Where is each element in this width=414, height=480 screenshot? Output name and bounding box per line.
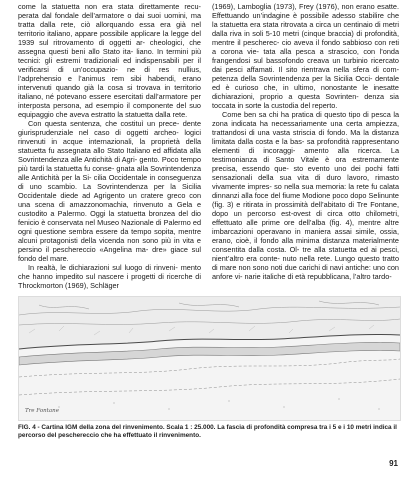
text-line: cio aveva il fondo sabbioso con reti a corona vie-	[212, 38, 400, 57]
text-line: Come ben sa chi ha pratica di questo tipo di	[222, 110, 369, 120]
text-line: (fig. 3) e ritirata in prossimità dell’abitato di Tre	[212, 200, 368, 210]
text-line: Vitale è ora estremamente precisa, essendo que-	[212, 155, 399, 174]
text-line: è conservata nel Museo Nazionale di Palermo ed	[41, 218, 201, 228]
text-line: inesatte dichiarazioni, proprio a questa Sovrinten-	[212, 83, 399, 102]
text-line: liano. In termini più tecnici: gli estremi tradizionali	[18, 47, 201, 66]
right-text-column	[212, 2, 399, 281]
text-line: tata alla pesca a strascico, con l’onda frangendosi	[212, 47, 400, 66]
text-line: certa ampiezza, trattandosi di una vasta striscia di	[212, 119, 399, 138]
text-line: mento che hanno impedito sul nascere i progetti	[18, 263, 201, 282]
text-line: sto evento uno dei pochi fatti sensazionali della	[212, 164, 399, 183]
text-line: narie italiche di età repubblicana, l’altro tardo-	[244, 272, 392, 282]
text-line: più in vita e persino il peschereccio «Angelina ma-	[18, 236, 201, 255]
text-line: petenza della Sovrintendenza per la Sicilia Occi-	[212, 74, 373, 84]
text-line: dentale ed è curioso che, in ultimo, nonostante le	[212, 74, 400, 93]
text-line: esercitati dall’armatore per interposta persona, ad	[18, 92, 202, 111]
text-line: Fontane, dopo un percorso est-ovest di circa otto	[212, 200, 399, 219]
text-line: della statuetta fu assegnata allo Stato Italiano ed	[18, 137, 202, 156]
text-line: sa profondità rappresentano elementi di incoraggi-	[212, 137, 399, 156]
text-line: Con questa sentenza, che costituì un prece-	[28, 119, 180, 129]
text-line: gento. Poco tempo più tardi la statuetta fu conse-	[18, 155, 202, 174]
text-line: stabilire che la statuetta era stata ritrovata a circa	[212, 11, 399, 30]
left-text-column	[18, 2, 201, 291]
left-para-1	[18, 2, 201, 119]
text-line: pesca la zona indicata ha necessariamente una	[212, 110, 400, 129]
text-line: gnata alla Sovrintendenza alle Antichità per la Si-	[18, 164, 201, 183]
text-line: ad Agrigento un cratere greco con una scena di	[18, 191, 201, 210]
text-line: ne di res nullius, l’adprehensio e l’animus rem sibi	[18, 65, 201, 84]
text-line: pesci affamati. Il sito rientrava nella sfera di com-	[225, 65, 399, 75]
text-line: assai simile, ossia, erano, cioè, il fondo alla minima	[212, 227, 400, 246]
map-place-label: Tre Fontane	[25, 408, 59, 414]
map-drawing	[19, 297, 400, 420]
text-line: 4), mentre altre imbarcazioni operavano in maniera	[212, 218, 399, 237]
left-para-3	[18, 263, 201, 290]
right-para-2	[212, 110, 399, 281]
text-line: trovava in territorio italiano, né potevano essere	[18, 83, 201, 102]
right-para-1	[212, 2, 399, 110]
text-line: affidata alla Sovrintendenza alle Antichità di Agri-	[18, 146, 201, 165]
text-line: amazzonomachia, rinvenuto a Gela e custodito a	[18, 200, 201, 219]
page-number: 91	[389, 459, 398, 468]
figure-caption: FIG. 4 - Cartina IGM della zona del rinvenimento. Scala 1 : 25.000. La fascia di profondità compresa tra i 5 e i 10 metri indica il percorso del peschereccio che ha effettuato il rinvenimento.	[18, 424, 397, 439]
text-line: La Sovrintendenza per la Sicilia Occidentale diede	[18, 182, 202, 201]
text-line: cilia Occidentale in conseguenza di uno scambio.	[18, 173, 202, 192]
text-line: (1969), Lamboglia (1973), Frey (1976), non erano	[212, 2, 375, 11]
text-line: sono noti due carichi di navi antiche: uno con anfore vi-	[212, 263, 399, 282]
left-para-2	[18, 119, 201, 263]
text-line: Palermo. Oggi la statuetta bronzea del dio fenicio	[18, 209, 201, 228]
text-line: di ricerche di Throckmorton (1969), Schläger	[18, 272, 201, 291]
text-line: un centinaio di metri dalla riva in soli 5-10 metri	[212, 20, 399, 39]
text-line: nel territorio italiano, appare possibile applicare	[18, 20, 202, 39]
text-line: dente giurisprudenziale nel caso di oggetti archeo-	[18, 119, 202, 138]
text-line: sua vita di duro lavoro, rimasto vivamente impres-	[212, 173, 399, 192]
text-line: cheologici, che assegna questi beni allo Stato ita-	[18, 38, 201, 57]
text-line: dre» giace sul fondo del mare.	[18, 245, 202, 264]
text-line: sul bassofondo creava un turbinio ricercato dai	[212, 56, 399, 75]
text-line: denza sia toccata in sorte la custodia del reperto.	[212, 92, 399, 111]
text-line: esatte. Effettuando un’indagine è possibile adesso	[212, 2, 400, 21]
text-line: nuto nella rete. Lungo questo tratto di mare non	[212, 254, 399, 273]
text-line: come la statuetta non era stata direttamente recu-	[18, 2, 201, 11]
text-line: esempio il componente del suo equipaggio che	[18, 101, 201, 120]
text-line: distanza materialmente consentita dalla costa. Ol-	[212, 236, 399, 255]
text-line: ogni questione sembra essere da tempo sopita,	[18, 227, 176, 237]
text-line: alla foce del fiume Modione poco dopo Selinunte	[241, 191, 399, 201]
text-line: ed indispensabili per il verificarsi di un’occupazio-	[18, 56, 202, 75]
text-line: habendi, erano intervenuti quando già la cosa si	[18, 74, 202, 93]
text-line: amento alla ricerca. La testimonianza di Santo	[212, 146, 400, 165]
text-line: aveva estratto la statuetta dalla rete.	[69, 110, 188, 120]
text-line: perata dal fondale dell’armatore o dai suoi uomini,	[18, 11, 188, 21]
text-line: mentre alcuni protagonisti della vicenda non sono	[18, 227, 202, 246]
text-line: ma tratta dalla rete, ciò allorquando essa era già	[18, 11, 201, 30]
topographic-map-figure	[18, 296, 401, 421]
text-line: so nella sua memoria: la rete fu calata dinnanzi	[212, 182, 400, 201]
text-line: fondo. Ma la distanza limitata dalla costa e la bas-	[212, 128, 399, 147]
text-line: la legge del 1939 sul ritrovamento di oggetti ar-	[18, 29, 202, 48]
text-line: logici rinvenuti in acque internazionali, la proprietà	[18, 128, 202, 147]
text-line: In realtà, le dichiarazioni sul luogo di rinveni-	[28, 263, 178, 273]
text-line: tre alla statuetta ed ai pesci, nient’altro era conte-	[212, 245, 399, 264]
text-line: chilometri, effettuato alle prime ore dell’alba (fig.	[212, 209, 399, 228]
text-line: (cinque braccia) di profondità, mentre il pescherec-	[212, 29, 399, 48]
